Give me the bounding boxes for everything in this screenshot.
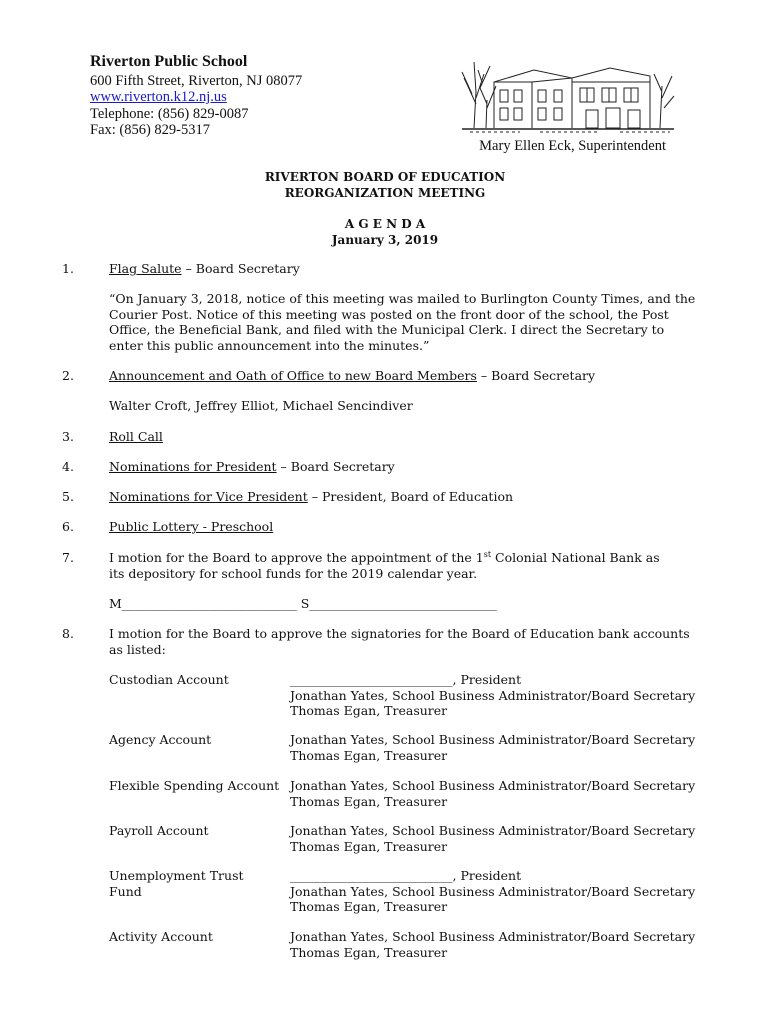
letterhead — [90, 54, 302, 139]
motion-text-continued: Colonial National Bank as its depository for school funds for the 2019 calendar year. — [109, 550, 660, 581]
signatory-line: Thomas Egan, Treasurer — [290, 944, 448, 960]
account-name — [109, 868, 284, 899]
item-number: 3. — [62, 429, 74, 444]
school-telephone: Telephone: (856) 829-0087 — [90, 105, 249, 122]
account-signatories — [290, 672, 730, 719]
item-suffix: – Board Secretary — [276, 459, 395, 474]
school-building-drawing — [460, 52, 676, 134]
item-suffix: – Board Secretary — [476, 368, 596, 383]
signatory-line: Jonathan Yates, School Business Administrator/Board Secretary — [290, 778, 696, 793]
account-signatories — [290, 778, 730, 809]
new-board-members: Walter Croft, Jeffrey Elliot, Michael Sencindiver — [109, 398, 413, 413]
item-title: Nominations for Vice President — [109, 489, 308, 504]
item-number: 6. — [62, 519, 74, 534]
item-title: Announcement and Oath of Office to new Board Members — [109, 368, 477, 383]
item-title: Roll Call — [109, 429, 163, 444]
signatory-line: Jonathan Yates, School Business Administrator/Board Secretary — [290, 929, 696, 944]
meeting-date: January 3, 2019 — [331, 233, 439, 247]
agenda-item-signatories-motion: I motion for the Board to approve the signatories for the Board of Education bank accounts as listed: — [109, 626, 690, 657]
agenda-item-roll-call — [109, 429, 709, 445]
signatory-line: Thomas Egan, Treasurer — [290, 899, 448, 914]
signatory-line: Thomas Egan, Treasurer — [290, 747, 448, 763]
agenda-item-public-lottery — [109, 519, 709, 535]
account-name: Custodian Account — [109, 672, 229, 687]
public-notice-statement: “On January 3, 2018, notice of this meeting was mailed to Burlington County Times, and the Courier Post. Notice of this meeting was posted on the front door of the school, the Post Office, the Beneficial Bank, and filed with the Municipal Clerk. I direct the Secretary to enter this public announcement into the minutes.” — [109, 291, 696, 353]
signatory-line: __________________________, President — [290, 672, 522, 687]
signatory-line: Jonathan Yates, School Business Administrator/Board Secretary — [290, 687, 696, 703]
meeting-title: REORGANIZATION MEETING — [284, 186, 486, 200]
motion-second-lines: M____________________________ S______________________________ — [109, 596, 497, 611]
item-number: 8. — [62, 626, 74, 641]
agenda-item-vice-president-nominations — [109, 489, 709, 505]
board-title: RIVERTON BOARD OF EDUCATION — [264, 170, 506, 184]
school-name: Riverton Public School — [90, 53, 248, 70]
signatory-line: __________________________, President — [290, 868, 522, 883]
account-name-line: Unemployment Trust — [109, 868, 244, 883]
account-signatories — [290, 929, 730, 960]
school-website-link[interactable]: www.riverton.k12.nj.us — [90, 89, 227, 105]
agenda-item-president-nominations — [109, 459, 709, 475]
signatory-line: Jonathan Yates, School Business Administrator/Board Secretary — [290, 732, 696, 747]
agenda-item-flag-salute — [109, 261, 709, 277]
agenda-heading: A G E N D A — [344, 217, 426, 231]
item-number: 7. — [62, 550, 74, 565]
agenda-item-depository-motion — [109, 550, 679, 581]
motion-text: I motion for the Board to approve the appointment of the 1 — [109, 550, 484, 565]
signatory-line: Thomas Egan, Treasurer — [290, 793, 448, 809]
item-title: Public Lottery - Preschool — [109, 519, 274, 534]
account-signatories — [290, 732, 730, 763]
school-address: 600 Fifth Street, Riverton, NJ 08077 — [90, 72, 303, 89]
account-signatories — [290, 823, 730, 854]
item-suffix: – Board Secretary — [181, 261, 300, 276]
account-name: Activity Account — [109, 929, 213, 944]
signatory-line: Jonathan Yates, School Business Administrator/Board Secretary — [290, 883, 696, 899]
item-number: 5. — [62, 489, 74, 504]
school-fax: Fax: (856) 829-5317 — [90, 122, 211, 138]
item-number: 2. — [62, 368, 74, 383]
item-suffix: – President, Board of Education — [307, 489, 514, 504]
signatory-line: Jonathan Yates, School Business Administrator/Board Secretary — [290, 823, 696, 838]
ordinal-suffix: st — [483, 550, 492, 559]
signatory-line: Thomas Egan, Treasurer — [290, 838, 448, 854]
item-title: Flag Salute — [109, 261, 182, 276]
account-name-line: Fund — [109, 883, 142, 899]
account-name: Payroll Account — [109, 823, 209, 838]
agenda-item-oath-of-office — [109, 368, 709, 384]
account-name: Flexible Spending Account — [109, 778, 280, 793]
item-number: 4. — [62, 459, 74, 474]
item-number: 1. — [62, 261, 74, 276]
signatory-line: Thomas Egan, Treasurer — [290, 703, 448, 718]
account-signatories — [290, 868, 730, 915]
account-name: Agency Account — [109, 732, 212, 747]
superintendent-name: Mary Ellen Eck, Superintendent — [479, 138, 666, 154]
item-title: Nominations for President — [109, 459, 277, 474]
